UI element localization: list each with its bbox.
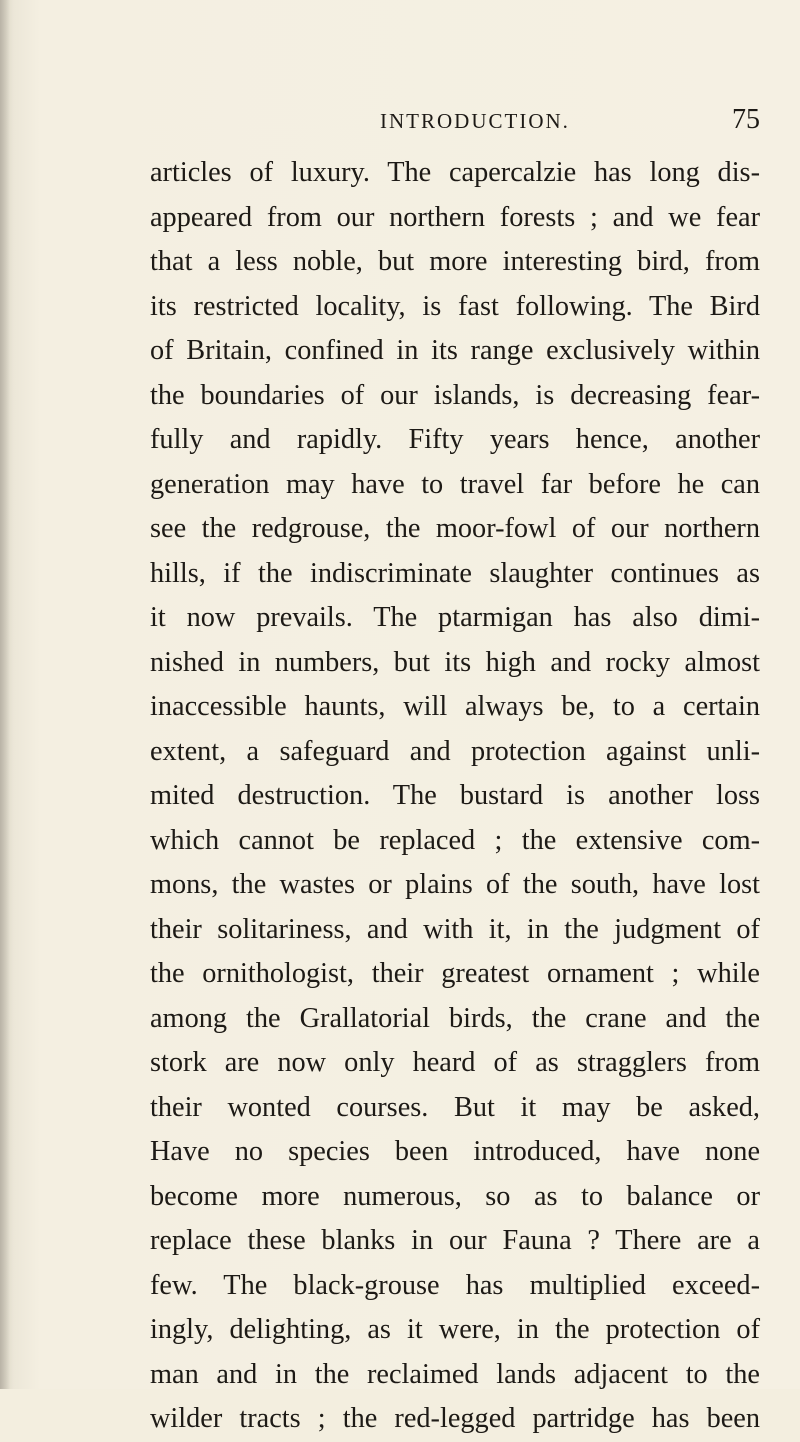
running-title: INTRODUCTION. (380, 109, 570, 133)
text-line: which cannot be replaced ; the extensive com- (150, 824, 760, 856)
text-line: that a less noble, but more interesting bird, from (150, 246, 760, 277)
text-line: few. The black-grouse has multiplied exceed- (150, 1269, 760, 1301)
text-line: mons, the wastes or plains of the south, have lost (150, 869, 760, 900)
text-line: the ornithologist, their greatest ornament ; while (150, 958, 760, 989)
text-line: fully and rapidly. Fifty years hence, another (150, 424, 760, 455)
text-line: nished in numbers, but its high and rocky almost (150, 646, 760, 678)
text-line: generation may have to travel far before he can (150, 468, 760, 500)
text-line: become more numerous, so as to balance or (150, 1180, 760, 1212)
text-line: the boundaries of our islands, is decreasing fear- (150, 379, 760, 411)
text-line: Have no species been introduced, have none (150, 1136, 760, 1167)
text-line: its restricted locality, is fast following. The Bird (150, 290, 760, 322)
text-line: among the Grallatorial birds, the crane and the (150, 1002, 760, 1034)
text-line: their wonted courses. But it may be asked, (150, 1091, 760, 1123)
gutter-shadow (0, 0, 10, 1389)
text-line: mited destruction. The bustard is another loss (150, 780, 760, 811)
text-line: of Britain, confined in its range exclusively within (150, 335, 760, 366)
text-line: ingly, delighting, as it were, in the protection of (150, 1314, 760, 1345)
text-line: it now prevails. The ptarmigan has also dimi- (150, 602, 760, 633)
text-line: wilder tracts ; the red-legged partridge has been (150, 1403, 760, 1434)
text-line: replace these blanks in our Fauna ? There are a (150, 1225, 760, 1256)
text-line: extent, a safeguard and protection against unli- (150, 735, 760, 767)
text-line: man and in the reclaimed lands adjacent to the (150, 1358, 760, 1390)
body-text (150, 151, 760, 1442)
text-line: stork are now only heard of as stragglers from (150, 1047, 760, 1078)
text-line: articles of luxury. The capercalzie has long dis- (150, 157, 760, 188)
text-line: their solitariness, and with it, in the judgment of (150, 913, 760, 945)
text-line: hills, if the indiscriminate slaughter continues as (150, 557, 760, 589)
text-line: appeared from our northern forests ; and we fear (150, 201, 760, 233)
page-number: 75 (732, 104, 760, 135)
text-line: see the redgrouse, the moor-fowl of our northern (150, 513, 760, 544)
text-line: inaccessible haunts, will always be, to a certain (150, 691, 760, 722)
page-header (380, 95, 760, 135)
